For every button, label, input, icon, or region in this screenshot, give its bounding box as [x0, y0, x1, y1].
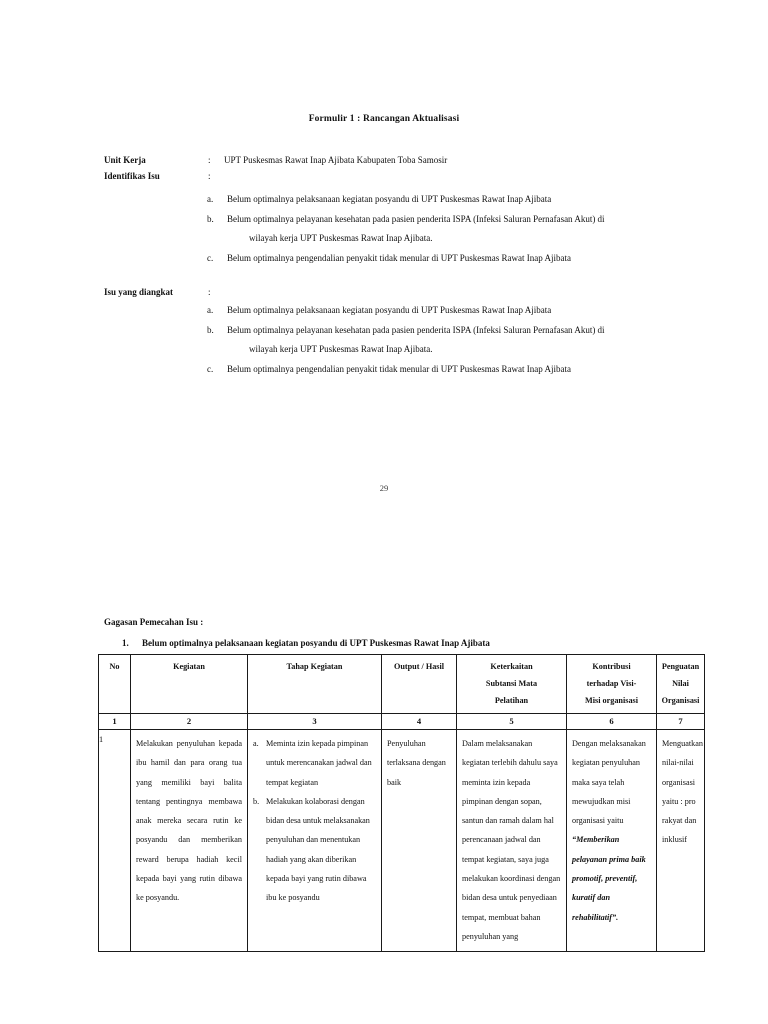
col-number-4: 4 — [382, 714, 457, 730]
gagasan-item-number: 1. — [122, 638, 129, 648]
field-isu-yang-diangkat — [104, 285, 724, 299]
col-header-penguatan — [657, 655, 705, 714]
cell-tahap-kegiatan — [248, 730, 382, 952]
col-number-5: 5 — [457, 714, 567, 730]
table-column-number-row — [99, 714, 705, 730]
col-header-penguatan-line2: Nilai — [672, 679, 689, 688]
col-header-keterkaitan-line2: Subtansi Mata — [485, 679, 538, 688]
list-item — [207, 210, 707, 249]
table-head — [99, 655, 705, 730]
tahap-item-text: Melakukan kolaborasi dengan bidan desa untuk melaksanakan penyuluhan dan menentukan hadiah yang akan diberikan kepada bayi yang rutin dibawa ibu ke posyandu — [266, 796, 370, 903]
list-text: Belum optimalnya pengendalian penyakit tidak menular di UPT Puskesmas Rawat Inap Ajibata — [227, 252, 572, 263]
tahap-item — [253, 734, 376, 792]
col-header-kontribusi-line2: terhadap Visi- — [586, 679, 637, 688]
field-unit-kerja — [104, 153, 724, 167]
list-text-line1: Belum optimalnya pelayanan kesehatan pada pasien penderita ISPA (Infeksi Saluran Pernafasan Akut) di — [227, 324, 605, 335]
list-marker: c. — [207, 363, 214, 374]
col-header-tahap-line1: Tahap Kegiatan — [286, 662, 343, 671]
cell-keterkaitan: Dalam melaksanakan kegiatan terlebih dahulu saya meminta izin kepada pimpinan dengan sopan, santun dan ramah dalam hal perencanaan jadwal dan tempat kegiatan, saya juga melakukan koordinasi dengan bidan desa untuk penyediaan tempat, membuat bahan penyuluhan yang — [457, 730, 567, 952]
unit-kerja-value: UPT Puskesmas Rawat Inap Ajibata Kabupaten Toba Samosir — [224, 155, 448, 165]
col-header-tahap-kegiatan — [248, 655, 382, 714]
col-header-penguatan-line3: Organisasi — [661, 696, 700, 705]
col-number-7: 7 — [657, 714, 705, 730]
field-identifikasi-isu — [104, 169, 724, 183]
tahap-item-text: Meminta izin kepada pimpinan untuk merencanakan jadwal dan tempat kegiatan — [266, 739, 372, 787]
list-text — [227, 210, 707, 249]
identifikasi-isu-label: Identifikas Isu — [104, 171, 160, 181]
cell-kontribusi-quote: “Memberikan pelayanan prima baik promotif, preventif, kuratif dan rehabilitatif”. — [572, 835, 646, 922]
list-item — [207, 301, 707, 321]
table-body — [99, 730, 705, 952]
unit-kerja-label: Unit Kerja — [104, 155, 146, 165]
col-number-2: 2 — [131, 714, 248, 730]
list-item — [207, 190, 707, 210]
gagasan-item-text: Belum optimalnya pelaksanaan kegiatan posyandu di UPT Puskesmas Rawat Inap Ajibata — [142, 638, 490, 648]
list-marker: a. — [207, 194, 214, 204]
col-header-penguatan-line1: Penguatan — [661, 662, 700, 671]
cell-kegiatan: Melakukan penyuluhan kepada ibu hamil dan para orang tua yang memiliki bayi balita tentang pentingnya membawa anak mereka secara rutin ke posyandu dan memberikan reward berupa hadiah kecil kepada bayi yang rutin dibawa ke posyandu. — [131, 730, 248, 952]
list-marker: c. — [207, 252, 214, 263]
col-header-keterkaitan-line1: Keterkaitan — [490, 662, 533, 671]
page-number: 29 — [379, 483, 389, 493]
list-marker: a. — [207, 305, 214, 315]
col-header-kontribusi — [567, 655, 657, 714]
rancangan-table-wrapper — [98, 654, 704, 952]
list-marker: b. — [207, 324, 214, 335]
col-number-6: 6 — [567, 714, 657, 730]
list-item — [207, 321, 707, 360]
list-text-line2: wilayah kerja UPT Puskesmas Rawat Inap Ajibata. — [249, 344, 433, 354]
col-header-no — [99, 655, 131, 714]
table-row — [99, 730, 705, 952]
list-item — [207, 249, 707, 269]
page-title: Formulir 1 : Rancangan Aktualisasi — [308, 114, 460, 124]
gagasan-item — [122, 638, 702, 648]
tahap-kegiatan-list — [253, 734, 376, 908]
col-header-kegiatan-line1: Kegiatan — [173, 662, 205, 671]
tahap-item — [253, 792, 376, 908]
rancangan-table — [98, 654, 705, 952]
list-text-line2: wilayah kerja UPT Puskesmas Rawat Inap Ajibata. — [249, 233, 433, 243]
col-header-kontribusi-line3: Misi organisasi — [585, 696, 638, 705]
col-number-1: 1 — [99, 714, 131, 730]
identifikasi-isu-list — [207, 190, 707, 268]
isu-diangkat-label: Isu yang diangkat — [104, 287, 174, 297]
identifikasi-isu-colon: : — [208, 171, 211, 181]
col-header-no-line1: No — [109, 662, 120, 671]
cell-no: 1 — [99, 730, 131, 952]
list-text: Belum optimalnya pelaksanaan kegiatan posyandu di UPT Puskesmas Rawat Inap Ajibata — [227, 194, 552, 204]
cell-kontribusi-plain: Dengan melaksanakan kegiatan penyuluhan maka saya telah mewujudkan misi organisasi yaitu — [572, 739, 646, 826]
list-text — [227, 321, 707, 360]
col-header-output-hasil — [382, 655, 457, 714]
unit-kerja-colon: : — [208, 155, 211, 165]
cell-output-hasil: Penyuluhan terlaksana dengan baik — [382, 730, 457, 952]
col-number-3: 3 — [248, 714, 382, 730]
cell-penguatan: Menguatkan nilai-nilai organisasi yaitu : pro rakyat dan inklusif — [657, 730, 705, 952]
isu-diangkat-colon: : — [208, 287, 211, 297]
list-marker: b. — [207, 213, 214, 224]
tahap-item-marker: b. — [253, 796, 260, 806]
tahap-item-marker: a. — [253, 739, 259, 748]
gagasan-heading: Gagasan Pemecahan Isu : — [104, 617, 204, 627]
list-text-line1: Belum optimalnya pelayanan kesehatan pada pasien penderita ISPA (Infeksi Saluran Pernafasan Akut) di — [227, 213, 605, 224]
table-header-row — [99, 655, 705, 714]
list-text: Belum optimalnya pengendalian penyakit tidak menular di UPT Puskesmas Rawat Inap Ajibata — [227, 363, 572, 374]
col-header-output-line1: Output / Hasil — [393, 662, 445, 671]
list-text: Belum optimalnya pelaksanaan kegiatan posyandu di UPT Puskesmas Rawat Inap Ajibata — [227, 305, 552, 315]
col-header-keterkaitan — [457, 655, 567, 714]
col-header-kontribusi-line1: Kontribusi — [592, 662, 631, 671]
isu-yang-diangkat-list — [207, 301, 707, 379]
col-header-keterkaitan-line3: Pelatihan — [494, 696, 529, 705]
cell-kontribusi — [567, 730, 657, 952]
list-item — [207, 360, 707, 380]
col-header-kegiatan — [131, 655, 248, 714]
